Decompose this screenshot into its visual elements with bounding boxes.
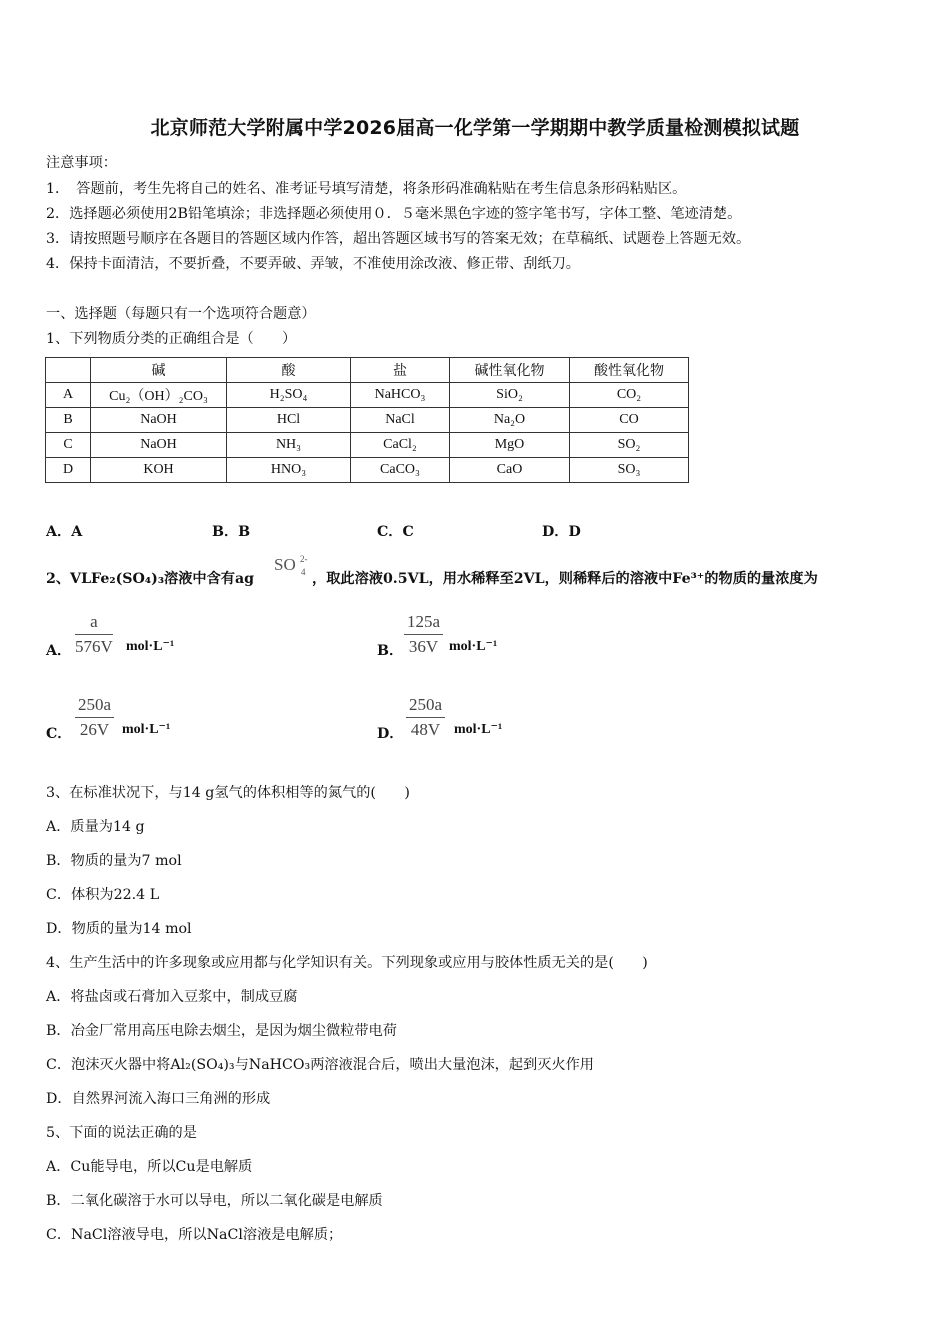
table-cell: A: [46, 383, 91, 408]
q1-option-b: B．B: [212, 524, 251, 540]
table-header-cell: [46, 358, 91, 383]
table-cell: CaCO₃: [351, 458, 450, 483]
q5-option: B．二氧化碳溶于水可以导电，所以二氧化碳是电解质: [46, 1193, 383, 1209]
sulfate-ion-charge: 2-: [300, 554, 308, 564]
notice-item: 1． 答题前，考生先将自己的姓名、准考证号填写清楚，将条形码准确粘贴在考生信息条形码粘贴区。: [46, 181, 687, 197]
classification-table: [45, 357, 689, 483]
question-3-stem: 3、在标准状况下，与14 g氢气的体积相等的氮气的( ): [46, 785, 410, 801]
table-row: [46, 408, 689, 433]
question-5-stem: 5、下面的说法正确的是: [46, 1125, 197, 1141]
unit-label: mol·L⁻¹: [122, 722, 171, 737]
table-cell: CO₂: [570, 383, 689, 408]
fraction-denominator: 36V: [408, 637, 439, 656]
fraction-numerator: a: [75, 612, 113, 635]
page-title: 北京师范大学附属中学2026届高一化学第一学期期中教学质量检测模拟试题: [150, 117, 800, 139]
question-1-stem: 1、下列物质分类的正确组合是（ ）: [46, 331, 297, 347]
fraction-denominator: 26V: [79, 720, 110, 739]
table-header-cell: 碱: [91, 358, 227, 383]
table-cell: C: [46, 433, 91, 458]
table-cell: CaO: [450, 458, 570, 483]
q4-option: D．自然界河流入海口三角洲的形成: [46, 1091, 271, 1107]
table-cell: NaHCO₃: [351, 383, 450, 408]
notice-item: 2．选择题必须使用2B铅笔填涂；非选择题必须使用０．５毫米黑色字迹的签字笔书写，字体工整、笔迹清楚。: [46, 206, 742, 222]
q4-option: C．泡沫灭火器中将Al₂(SO₄)₃与NaHCO₃两溶液混合后，喷出大量泡沫，起到灭火作用: [46, 1057, 594, 1073]
table-row: [46, 383, 689, 408]
table-header-cell: 酸性氧化物: [570, 358, 689, 383]
table-cell: CO: [570, 408, 689, 433]
table-row: [46, 433, 689, 458]
fraction-denominator: 48V: [410, 720, 441, 739]
q3-option: C．体积为22.4 L: [46, 887, 160, 903]
table-cell: NH₃: [227, 433, 351, 458]
sulfate-ion: [274, 554, 308, 577]
q1-option-c: C．C: [377, 524, 414, 540]
fraction-numerator: 250a: [75, 695, 114, 718]
q2-option-d-label: D．: [377, 726, 404, 742]
sulfate-ion-subscript: 4: [301, 567, 306, 577]
table-cell: B: [46, 408, 91, 433]
table-cell: SO₃: [570, 458, 689, 483]
q2-option-b-fraction: [404, 612, 443, 657]
table-cell: H₂SO₄: [227, 383, 351, 408]
table-cell: Na₂O: [450, 408, 570, 433]
q2-option-d-fraction: [406, 695, 445, 740]
unit-label: mol·L⁻¹: [454, 722, 503, 737]
table-cell: D: [46, 458, 91, 483]
question-2-stem-part2: ，取此溶液0.5VL，用水稀释至2VL，则稀释后的溶液中Fe³⁺的物质的量浓度为: [312, 571, 818, 587]
table-cell: HNO₃: [227, 458, 351, 483]
unit-label: mol·L⁻¹: [126, 639, 175, 654]
q2-option-c-fraction: [75, 695, 114, 740]
table-cell: NaOH: [91, 433, 227, 458]
table-cell: NaOH: [91, 408, 227, 433]
question-4-stem: 4、生产生活中的许多现象或应用都与化学知识有关。下列现象或应用与胶体性质无关的是( ): [46, 955, 648, 971]
table-row: [46, 458, 689, 483]
notice-heading: 注意事项：: [46, 155, 117, 171]
q2-option-c-label: C．: [46, 726, 72, 742]
q1-option-d: D．D: [542, 524, 581, 540]
section-heading: 一、选择题（每题只有一个选项符合题意）: [46, 306, 316, 322]
table-cell: HCl: [227, 408, 351, 433]
q5-option: A．Cu能导电，所以Cu是电解质: [46, 1159, 253, 1175]
unit-label: mol·L⁻¹: [449, 639, 498, 654]
fraction-denominator: 576V: [75, 637, 113, 656]
table-cell: MgO: [450, 433, 570, 458]
table-cell: Cu₂（OH）₂CO₃: [91, 383, 227, 408]
table-cell: KOH: [91, 458, 227, 483]
fraction-numerator: 125a: [404, 612, 443, 635]
table-cell: CaCl₂: [351, 433, 450, 458]
sulfate-ion-symbol: SO: [274, 555, 296, 574]
table-cell: SO₂: [570, 433, 689, 458]
table-header-cell: 盐: [351, 358, 450, 383]
table-header-cell: 碱性氧化物: [450, 358, 570, 383]
table-cell: NaCl: [351, 408, 450, 433]
q2-option-b-label: B．: [377, 643, 404, 659]
q2-option-a-fraction: [75, 612, 113, 657]
notice-item: 4．保持卡面清洁，不要折叠，不要弄破、弄皱，不准使用涂改液、修正带、刮纸刀。: [46, 256, 580, 272]
question-2-stem-part1: 2、VLFe₂(SO₄)₃溶液中含有ag: [46, 571, 255, 587]
q3-option: A．质量为14 g: [46, 819, 145, 835]
table-cell: SiO₂: [450, 383, 570, 408]
q3-option: D．物质的量为14 mol: [46, 921, 192, 937]
fraction-numerator: 250a: [406, 695, 445, 718]
notice-item: 3．请按照题号顺序在各题目的答题区域内作答，超出答题区域书写的答案无效；在草稿纸、试题卷上答题无效。: [46, 231, 751, 247]
q1-option-a: A．A: [46, 524, 83, 540]
q2-option-a-label: A．: [46, 643, 72, 659]
table-header-row: [46, 358, 689, 383]
table-header-cell: 酸: [227, 358, 351, 383]
q4-option: A．将盐卤或石膏加入豆浆中，制成豆腐: [46, 989, 298, 1005]
q4-option: B．冶金厂常用高压电除去烟尘，是因为烟尘微粒带电荷: [46, 1023, 397, 1039]
q3-option: B．物质的量为7 mol: [46, 853, 182, 869]
q5-option: C．NaCl溶液导电，所以NaCl溶液是电解质；: [46, 1227, 343, 1243]
